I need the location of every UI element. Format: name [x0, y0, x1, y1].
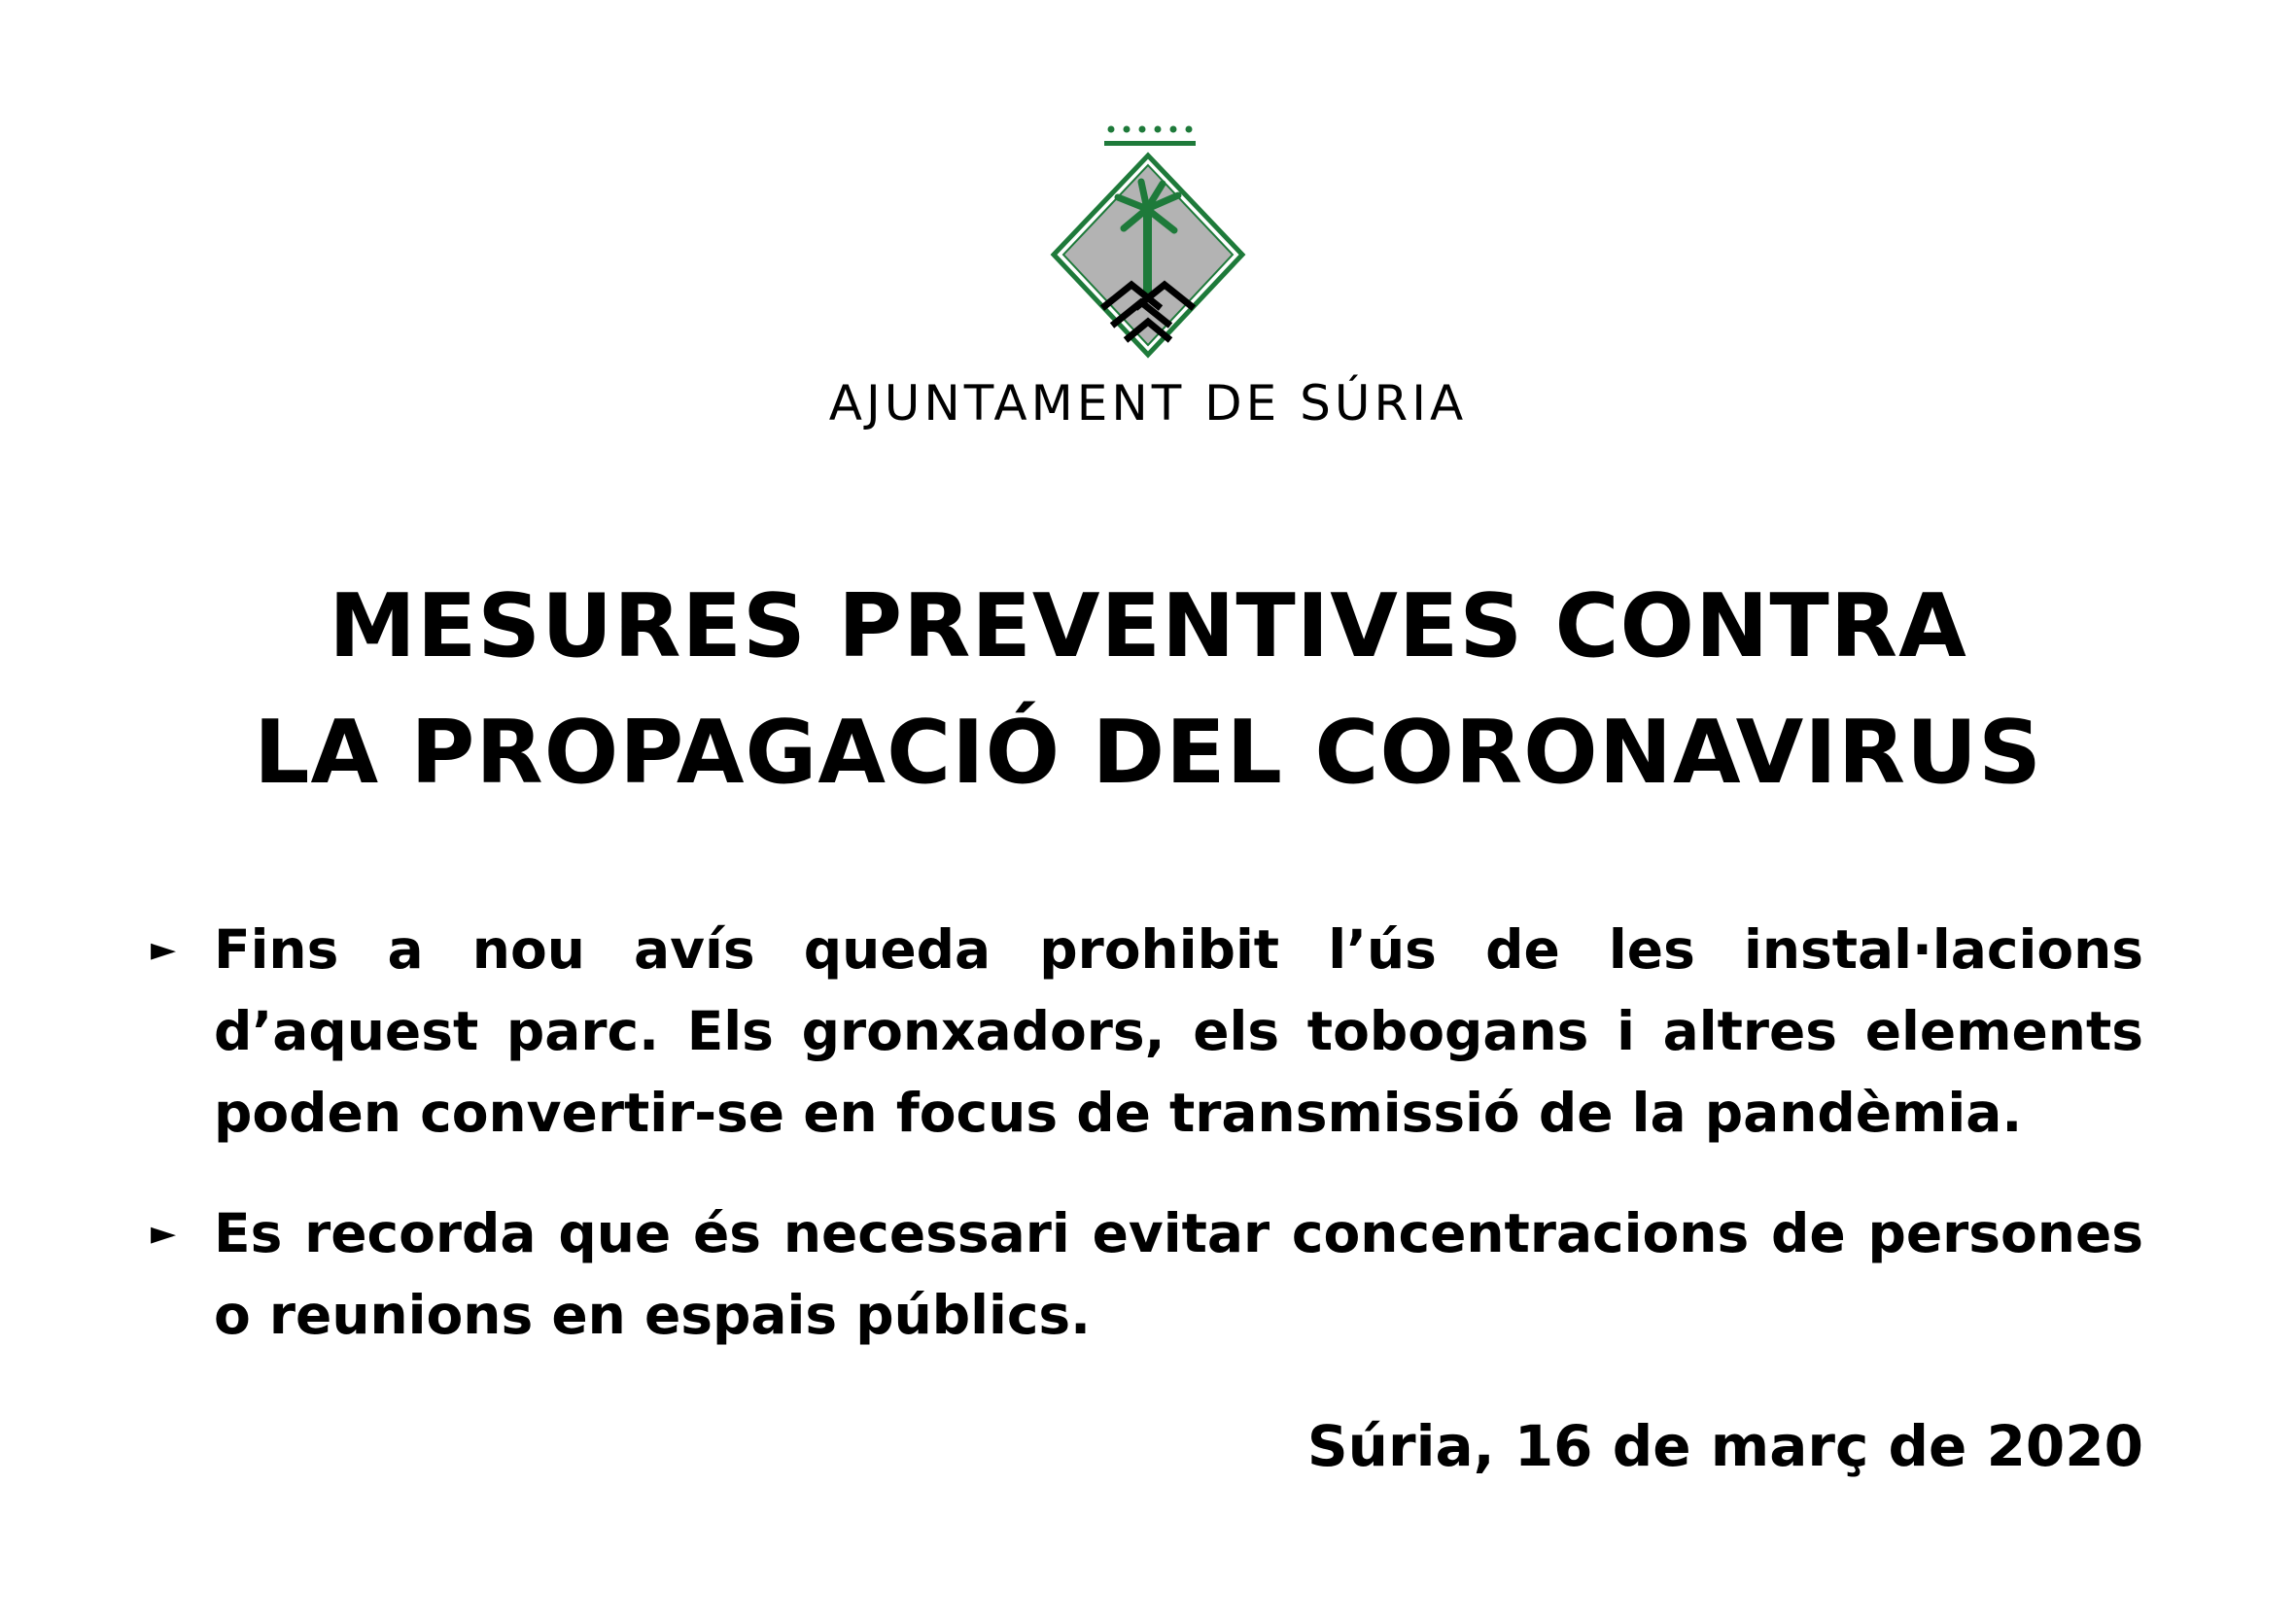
bullet-arrow-icon: ► — [151, 930, 177, 969]
organization-name: AJUNTAMENT DE SÚRIA — [828, 375, 1468, 432]
bullet-arrow-icon: ► — [151, 1214, 177, 1253]
list-item-text: Es recorda que és necessari evitar concentracions de persones o reunions en espais públics. — [214, 1202, 2143, 1346]
notice-title-line-2: LA PROPAGACIÓ DEL CORONAVIRUS — [254, 702, 2042, 804]
notice-title — [0, 564, 2296, 816]
measures-list — [151, 909, 2143, 1356]
list-item — [151, 1192, 2143, 1356]
notice-title-line-1: MESURES PREVENTIVES CONTRA — [329, 575, 1967, 677]
place-and-date: Súria, 16 de març de 2020 — [1306, 1413, 2143, 1479]
suria-coat-of-arms-icon — [1038, 121, 1258, 360]
list-item-text: Fins a nou avís queda prohibit l’ús de les instal·lacions d’aquest parc. Els gronxadors, els tobogans i altres elements poden convertir-se en focus de transmissió de la pandèmia. — [214, 918, 2143, 1144]
list-item — [151, 909, 2143, 1154]
